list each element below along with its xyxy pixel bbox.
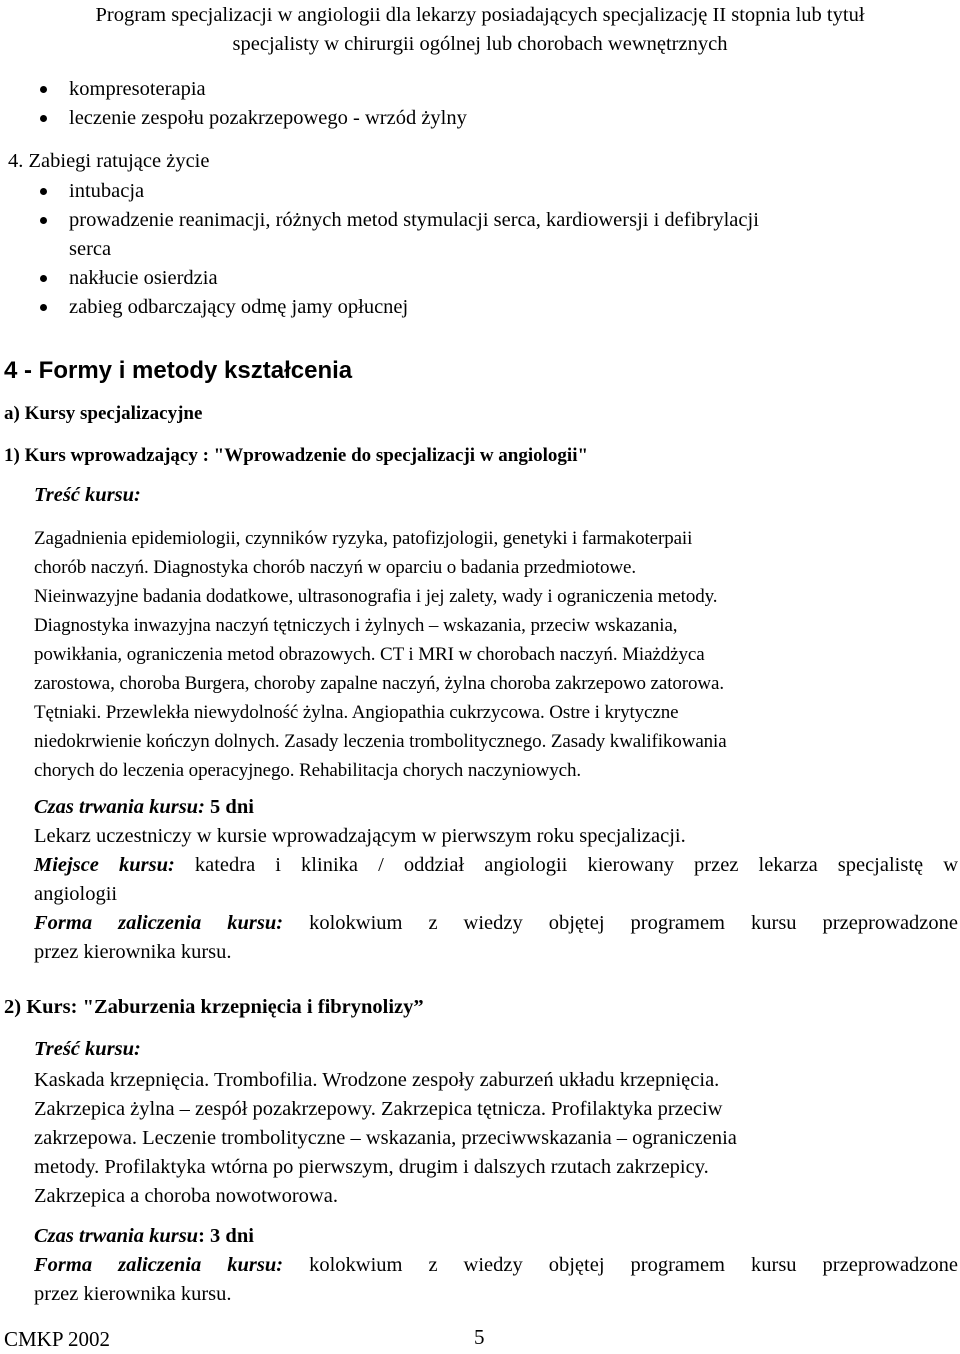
bullet-icon <box>40 217 47 224</box>
course-2-content-label: Treść kursu: <box>34 1038 141 1060</box>
list-item: nakłucie osierdzia <box>0 264 960 293</box>
course-2-details <box>34 1222 958 1309</box>
content-line: zarostowa, choroba Burgera, choroby zapalne naczyń, żylna choroba zakrzepowo zatorowa. <box>34 673 725 694</box>
course-credit: Forma zaliczenia kursu: kolokwium z wiedzy objętej programem kursu przeprowadzone <box>34 1254 958 1276</box>
footer-label: CMKP 2002 <box>4 1327 110 1351</box>
content-line: Kaskada krzepnięcia. Trombofilia. Wrodzone zespoły zaburzeń układu krzepnięcia. <box>34 1069 720 1091</box>
course-1-content-label: Treść kursu: <box>34 484 141 506</box>
page-number: 5 <box>474 1325 485 1349</box>
list-item: prowadzenie reanimacji, różnych metod stymulacji serca, kardiowersji i defibrylacji serca <box>0 206 960 264</box>
content-line: Zakrzepica żylna – zespół pozakrzepowy. Zakrzepica tętnicza. Profilaktyka przeciw <box>34 1098 723 1120</box>
content-line: zakrzepowa. Leczenie trombolityczne – wskazania, przeciwwskazania – ograniczenia <box>34 1127 737 1149</box>
list-item: leczenie zespołu pozakrzepowego - wrzód żylny <box>0 104 960 133</box>
content-line: Zakrzepica a choroba nowotworowa. <box>34 1185 338 1207</box>
list-item: kompresoterapia <box>0 75 960 104</box>
numbered-item-4: 4. Zabiegi ratujące życie <box>8 150 210 172</box>
bullet-icon <box>40 304 47 311</box>
bullet-icon <box>40 115 47 122</box>
course-2-content <box>34 1066 914 1211</box>
content-line: metody. Profilaktyka wtórna po pierwszym, drugim i dalszych rzutach zakrzepicy. <box>34 1156 709 1178</box>
course-credit-cont: przez kierownika kursu. <box>34 1283 232 1305</box>
bullet-list-top <box>0 75 960 133</box>
header-line-2: specjalisty w chirurgii ogólnej lub chorobach wewnętrznych <box>232 33 728 55</box>
content-line: Tętniaki. Przewlekła niewydolność żylna. Angiopathia cukrzycowa. Ostre i krytyczne <box>34 702 679 723</box>
course-1-content <box>34 524 958 785</box>
list-item: zabieg odbarczający odmę jamy opłucnej <box>0 293 960 322</box>
course-1-title: 1) Kurs wprowadzający : "Wprowadzenie do specjalizacji w angiologii" <box>4 445 589 466</box>
page-header <box>0 0 960 59</box>
course-credit: Forma zaliczenia kursu: kolokwium z wiedzy objętej programem kursu przeprowadzone <box>34 912 958 934</box>
section-title: 4 - Formy i metody kształcenia <box>4 357 353 384</box>
course-duration: Czas trwania kursu: 5 dni <box>34 796 254 818</box>
course-credit-cont: przez kierownika kursu. <box>34 941 232 963</box>
course-place-cont: angiologii <box>34 883 118 905</box>
content-line: powikłania, ograniczenia metod obrazowych. CT i MRI w chorobach naczyń. Miażdżyca <box>34 644 705 665</box>
bullet-list-item4 <box>0 177 960 322</box>
header-line-1: Program specjalizacji w angiologii dla lekarzy posiadających specjalizację II stopnia lub tytuł <box>95 4 865 26</box>
course-1-details <box>34 793 958 967</box>
content-line: Diagnostyka inwazyjna naczyń tętniczych i żylnych – wskazania, przeciw wskazania, <box>34 615 678 636</box>
content-line: chorób naczyń. Diagnostyka chorób naczyń w oparciu o badania przedmiotowe. <box>34 557 636 578</box>
list-item: intubacja <box>0 177 960 206</box>
content-line: Nieinwazyjne badania dodatkowe, ultrasonografia i jej zalety, wady i ograniczenia metody. <box>34 586 718 607</box>
bullet-icon <box>40 188 47 195</box>
bullet-icon <box>40 86 47 93</box>
content-line: chorych do leczenia operacyjnego. Rehabilitacja chorych naczyniowych. <box>34 760 582 781</box>
subsection-title: a) Kursy specjalizacyjne <box>4 403 203 424</box>
content-line: Zagadnienia epidemiologii, czynników ryzyka, patofizjologii, genetyki i farmakoterpaii <box>34 528 693 549</box>
course-duration: Czas trwania kursu: 3 dni <box>34 1225 254 1247</box>
content-line: niedokrwienie kończyn dolnych. Zasady leczenia trombolitycznego. Zasady kwalifikowania <box>34 731 727 752</box>
course-2-title: 2) Kurs: "Zaburzenia krzepnięcia i fibrynolizy” <box>4 996 424 1018</box>
course-place: Miejsce kursu: katedra i klinika / oddział angiologii kierowany przez lekarza specjalistę w <box>34 854 959 876</box>
bullet-icon <box>40 275 47 282</box>
course-participant: Lekarz uczestniczy w kursie wprowadzającym w pierwszym roku specjalizacji. <box>34 825 686 847</box>
